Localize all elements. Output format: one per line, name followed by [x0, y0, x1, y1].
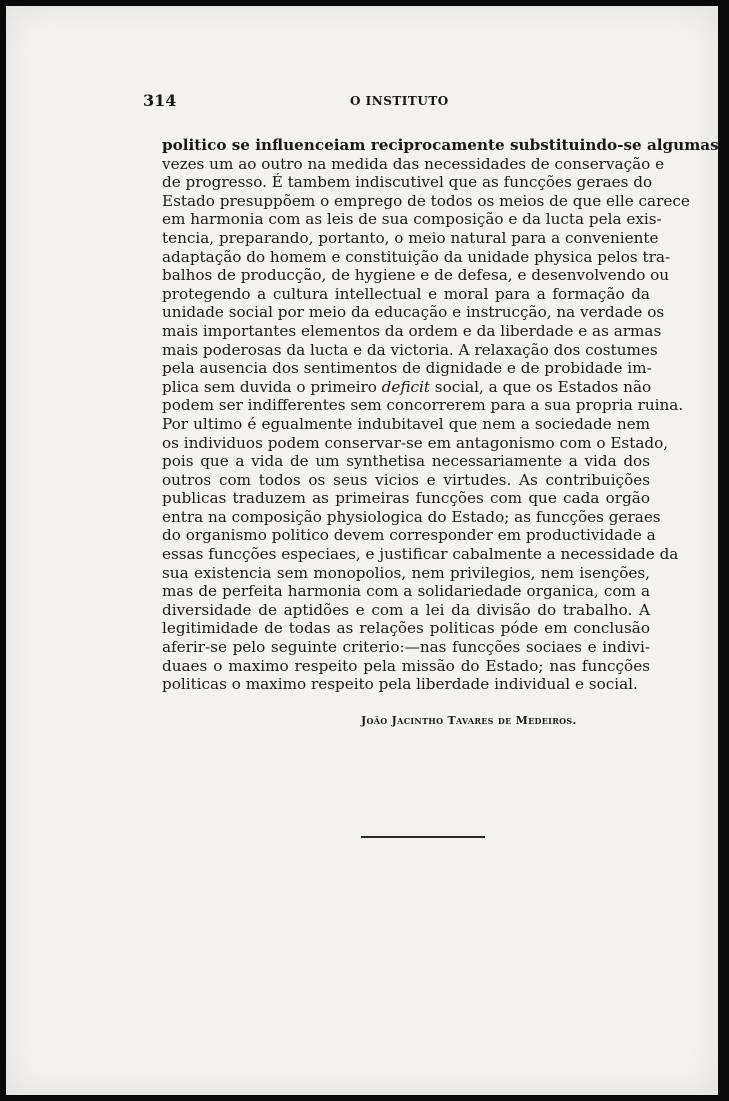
text-line: protegendo a cultura intellectual e moral para a formação da — [162, 284, 650, 303]
page-number: 314 — [143, 91, 177, 110]
text-line: vezes um ao outro na medida das necessidades de conservação e — [162, 154, 665, 173]
text-line: entra na composição physiologica do Estado; as funcções geraes — [162, 507, 661, 526]
text-line: politicas o maximo respeito pela liberdade individual e social. — [162, 675, 638, 694]
text-line: balhos de producção, de hygiene e de defesa, e desenvolvendo ou — [162, 266, 670, 285]
text-line: Por ultimo é egualmente indubitavel que nem a sociedade nem — [162, 414, 650, 433]
text-line-with-italic — [162, 378, 650, 397]
author-signature: João Jacintho Tavares de Medeiros. — [361, 714, 577, 727]
running-head: O INSTITUTO — [350, 94, 449, 108]
text-line: pela ausencia dos sentimentos de dignidade e de probidade im- — [162, 359, 652, 378]
text-line: do organismo politico devem corresponder em productividade a — [162, 526, 656, 545]
text-fragment: social, a que os Estados não — [429, 377, 652, 396]
text-line: pois que a vida de um synthetisa necessariamente a vida dos — [162, 452, 650, 471]
text-line: podem ser indifferentes sem concorrerem para a sua propria ruina. — [162, 396, 684, 415]
text-line: aferir-se pelo seguinte criterio:—nas funcções sociaes e indivi- — [162, 638, 650, 657]
text-line: sua existencia sem monopolios, nem privilegios, nem isenções, — [162, 563, 650, 582]
section-divider — [361, 836, 485, 838]
text-line: de progresso. É tambem indiscutivel que as funcções geraes do — [162, 173, 653, 192]
text-line: mais importantes elementos da ordem e da liberdade e as armas — [162, 321, 662, 340]
text-line: duaes o maximo respeito pela missão do Estado; nas funcções — [162, 656, 650, 675]
text-line: adaptação do homem e constituição da unidade physica pelos tra- — [162, 247, 671, 266]
body-text — [162, 136, 719, 694]
text-line: Estado presuppõem o emprego de todos os meios de que elle carece — [162, 191, 690, 210]
text-line: os individuos podem conservar-se em antagonismo com o Estado, — [162, 433, 669, 452]
text-line: mas de perfeita harmonia com a solidariedade organica, com a — [162, 582, 650, 601]
page — [6, 6, 718, 1095]
text-line: diversidade de aptidões e com a lei da divisão do trabalho. A — [162, 600, 650, 619]
italic-term: deficit — [381, 377, 430, 396]
text-line: mais poderosas da lucta e da victoria. A relaxação dos costumes — [162, 340, 658, 359]
text-line: legitimidade de todas as relações politicas póde em conclusão — [162, 619, 650, 638]
page-header — [143, 91, 643, 113]
text-line: politico se influenceiam reciprocamente substituindo-se algumas — [162, 136, 719, 154]
text-line: publicas traduzem as primeiras funcções com que cada orgão — [162, 489, 650, 508]
text-line: em harmonia com as leis de sua composição e da lucta pela exis- — [162, 210, 662, 229]
text-line: essas funcções especiaes, e justificar cabalmente a necessidade da — [162, 545, 679, 564]
text-line: outros com todos os seus vicios e virtudes. As contribuições — [162, 470, 650, 489]
text-fragment: plica sem duvida o primeiro — [162, 377, 377, 396]
text-line: tencia, preparando, portanto, o meio natural para a conveniente — [162, 228, 659, 247]
text-line: unidade social por meio da educação e instrucção, na verdade os — [162, 303, 665, 322]
